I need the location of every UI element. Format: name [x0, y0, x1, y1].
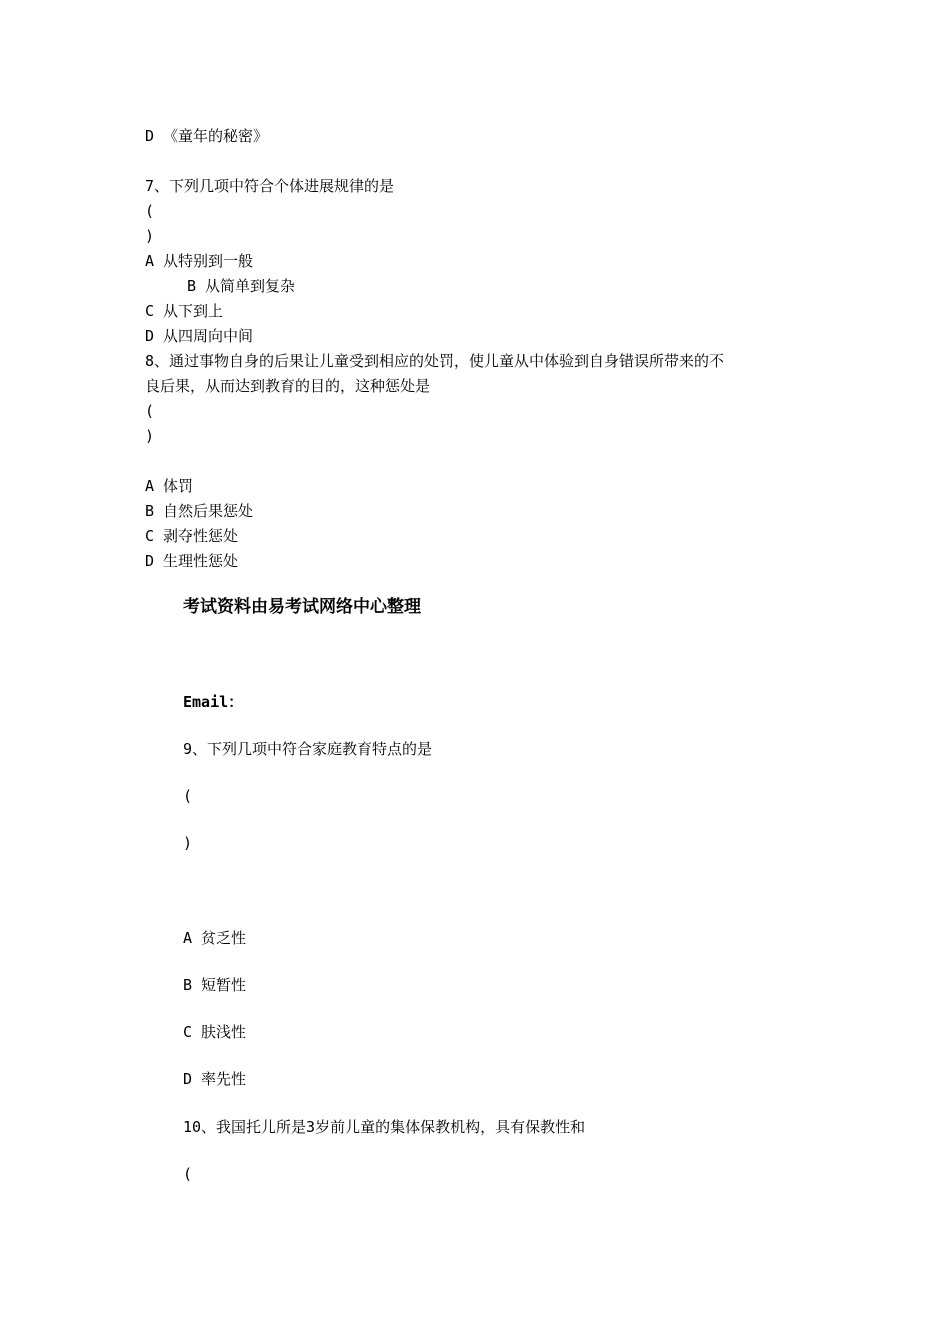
q7-question: 7、下列几项中符合个体进展规律的是 [145, 177, 395, 195]
q8-question-line1: 8、通过事物自身的后果让儿童受到相应的处罚，使儿童从中体验到自身错误所带来的不 [145, 352, 725, 370]
q8-option-a: A 体罚 [145, 477, 194, 495]
q7-option-d: D 从四周向中间 [145, 327, 254, 345]
q9-question: 9、下列几项中符合家庭教育特点的是 [183, 740, 433, 758]
q9-paren-open: ( [183, 787, 193, 805]
q6-option-d: D 《童年的秘密》 [145, 127, 269, 145]
email-label: Email： [183, 693, 244, 711]
q10-question: 10、我国托儿所是3岁前儿童的集体保教机构，具有保教性和 [183, 1118, 586, 1136]
q7-paren-close: ) [145, 227, 155, 245]
q8-option-b: B 自然后果惩处 [145, 502, 254, 520]
q8-option-c: C 剥夺性惩处 [145, 527, 239, 545]
q9-option-d: D 率先性 [183, 1070, 247, 1088]
q8-paren-close: ) [145, 427, 155, 445]
q10-paren-open: ( [183, 1165, 193, 1183]
q8-paren-open: ( [145, 402, 155, 420]
q9-paren-close: ) [183, 834, 193, 852]
q7-paren-open: ( [145, 202, 155, 220]
q8-option-d: D 生理性惩处 [145, 552, 239, 570]
q7-option-a: A 从特别到一般 [145, 252, 254, 270]
source-note: 考试资料由易考试网络中心整理 [183, 597, 421, 617]
q9-option-b: B 短暂性 [183, 976, 247, 994]
q7-option-c: C 从下到上 [145, 302, 224, 320]
q9-option-a: A 贫乏性 [183, 929, 247, 947]
q7-option-b: B 从简单到复杂 [187, 277, 296, 295]
q9-option-c: C 肤浅性 [183, 1023, 247, 1041]
q8-question-line2: 良后果，从而达到教育的目的，这种惩处是 [145, 377, 431, 395]
